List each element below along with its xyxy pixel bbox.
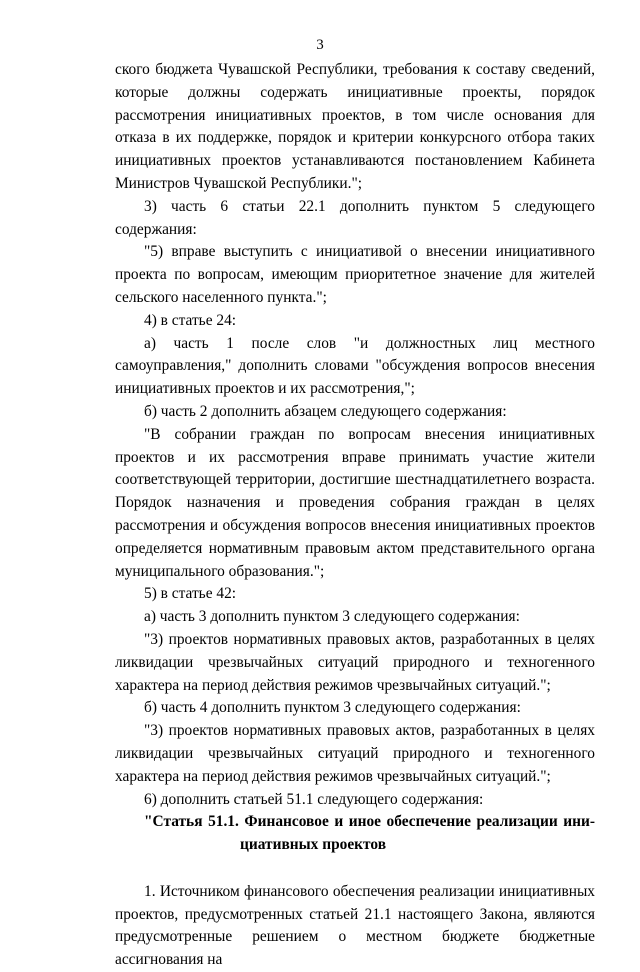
paragraph-continuation: ского бюджета Чувашской Республики, требования к составу сведений, которые должны содержать инициативные проекты, порядок рассмотрения инициативных проектов, в том числе основания для отказа в их поддержке, порядок и критерии конкурсного отбора таких инициативных проектов устанавливаются постановлением Кабинета Министров Чувашской Республики."; [115,61,595,192]
article-heading-line-1: "Статья 51.1. Финансовое и иное обеспечение реализации ини- [144,813,595,831]
paragraph-item-4a: а) часть 1 после слов "и должностных лиц местного самоуправления," дополнить словами "обсуждения вопросов внесения инициативных проектов и их рассмотрения,"; [115,334,595,398]
paragraph-quote-assembly: "В собрании граждан по вопросам внесения инициативных проектов и их рассмотрения вправе принимать участие жители соответствующей территории, достигшие шестнадцатилетнего возраста. Порядок назначения и проведения собрания граждан в целях рассмотрения и обсуждения вопросов внесения инициативных проектов определяется нормативным правовым актом представительного органа муниципального образования."; [115,425,595,580]
paragraph-item-5: 5) в статье 42: [144,585,237,603]
paragraph-quote-3-first: "3) проектов нормативных правовых актов, разработанных в целях ликвидации чрезвычайных ситуаций природного и техногенного характера на период действия режимов чрезвычайных ситуаций."; [115,630,595,694]
spacer [115,857,595,881]
document-body [115,59,595,972]
article-heading [115,811,595,857]
paragraph-article-point-1: 1. Источником финансового обеспечения реализации инициативных проектов, предусмотренных статьей 21.1 настоящего Закона, являются предусмотренные решением о местном бюджете бюджетные ассигнования на [115,882,595,969]
paragraph-quote-3-second: "3) проектов нормативных правовых актов, разработанных в целях ликвидации чрезвычайных ситуаций природного и техногенного характера на период действия режимов чрезвычайных ситуаций."; [115,722,595,785]
paragraph-item-5a: а) часть 3 дополнить пунктом 3 следующего содержания: [144,608,520,626]
paragraph-item-4b: б) часть 2 дополнить абзацем следующего содержания: [144,402,507,420]
paragraph-item-4: 4) в статье 24: [144,311,237,329]
paragraph-quote-5: "5) вправе выступить с инициативой о внесении инициативного проекта по вопросам, имеющим приоритетное значение для жителей сельского населенного пункта."; [115,243,595,306]
paragraph-item-5b: б) часть 4 дополнить пунктом 3 следующего содержания: [144,699,521,717]
page-number: 3 [316,37,324,53]
paragraph-item-6: 6) дополнить статьей 51.1 следующего содержания: [144,790,484,808]
article-heading-line-2: циативных проектов [240,836,386,854]
paragraph-item-3: 3) часть 6 статьи 22.1 дополнить пунктом 5 следующего содержания: [115,197,595,238]
